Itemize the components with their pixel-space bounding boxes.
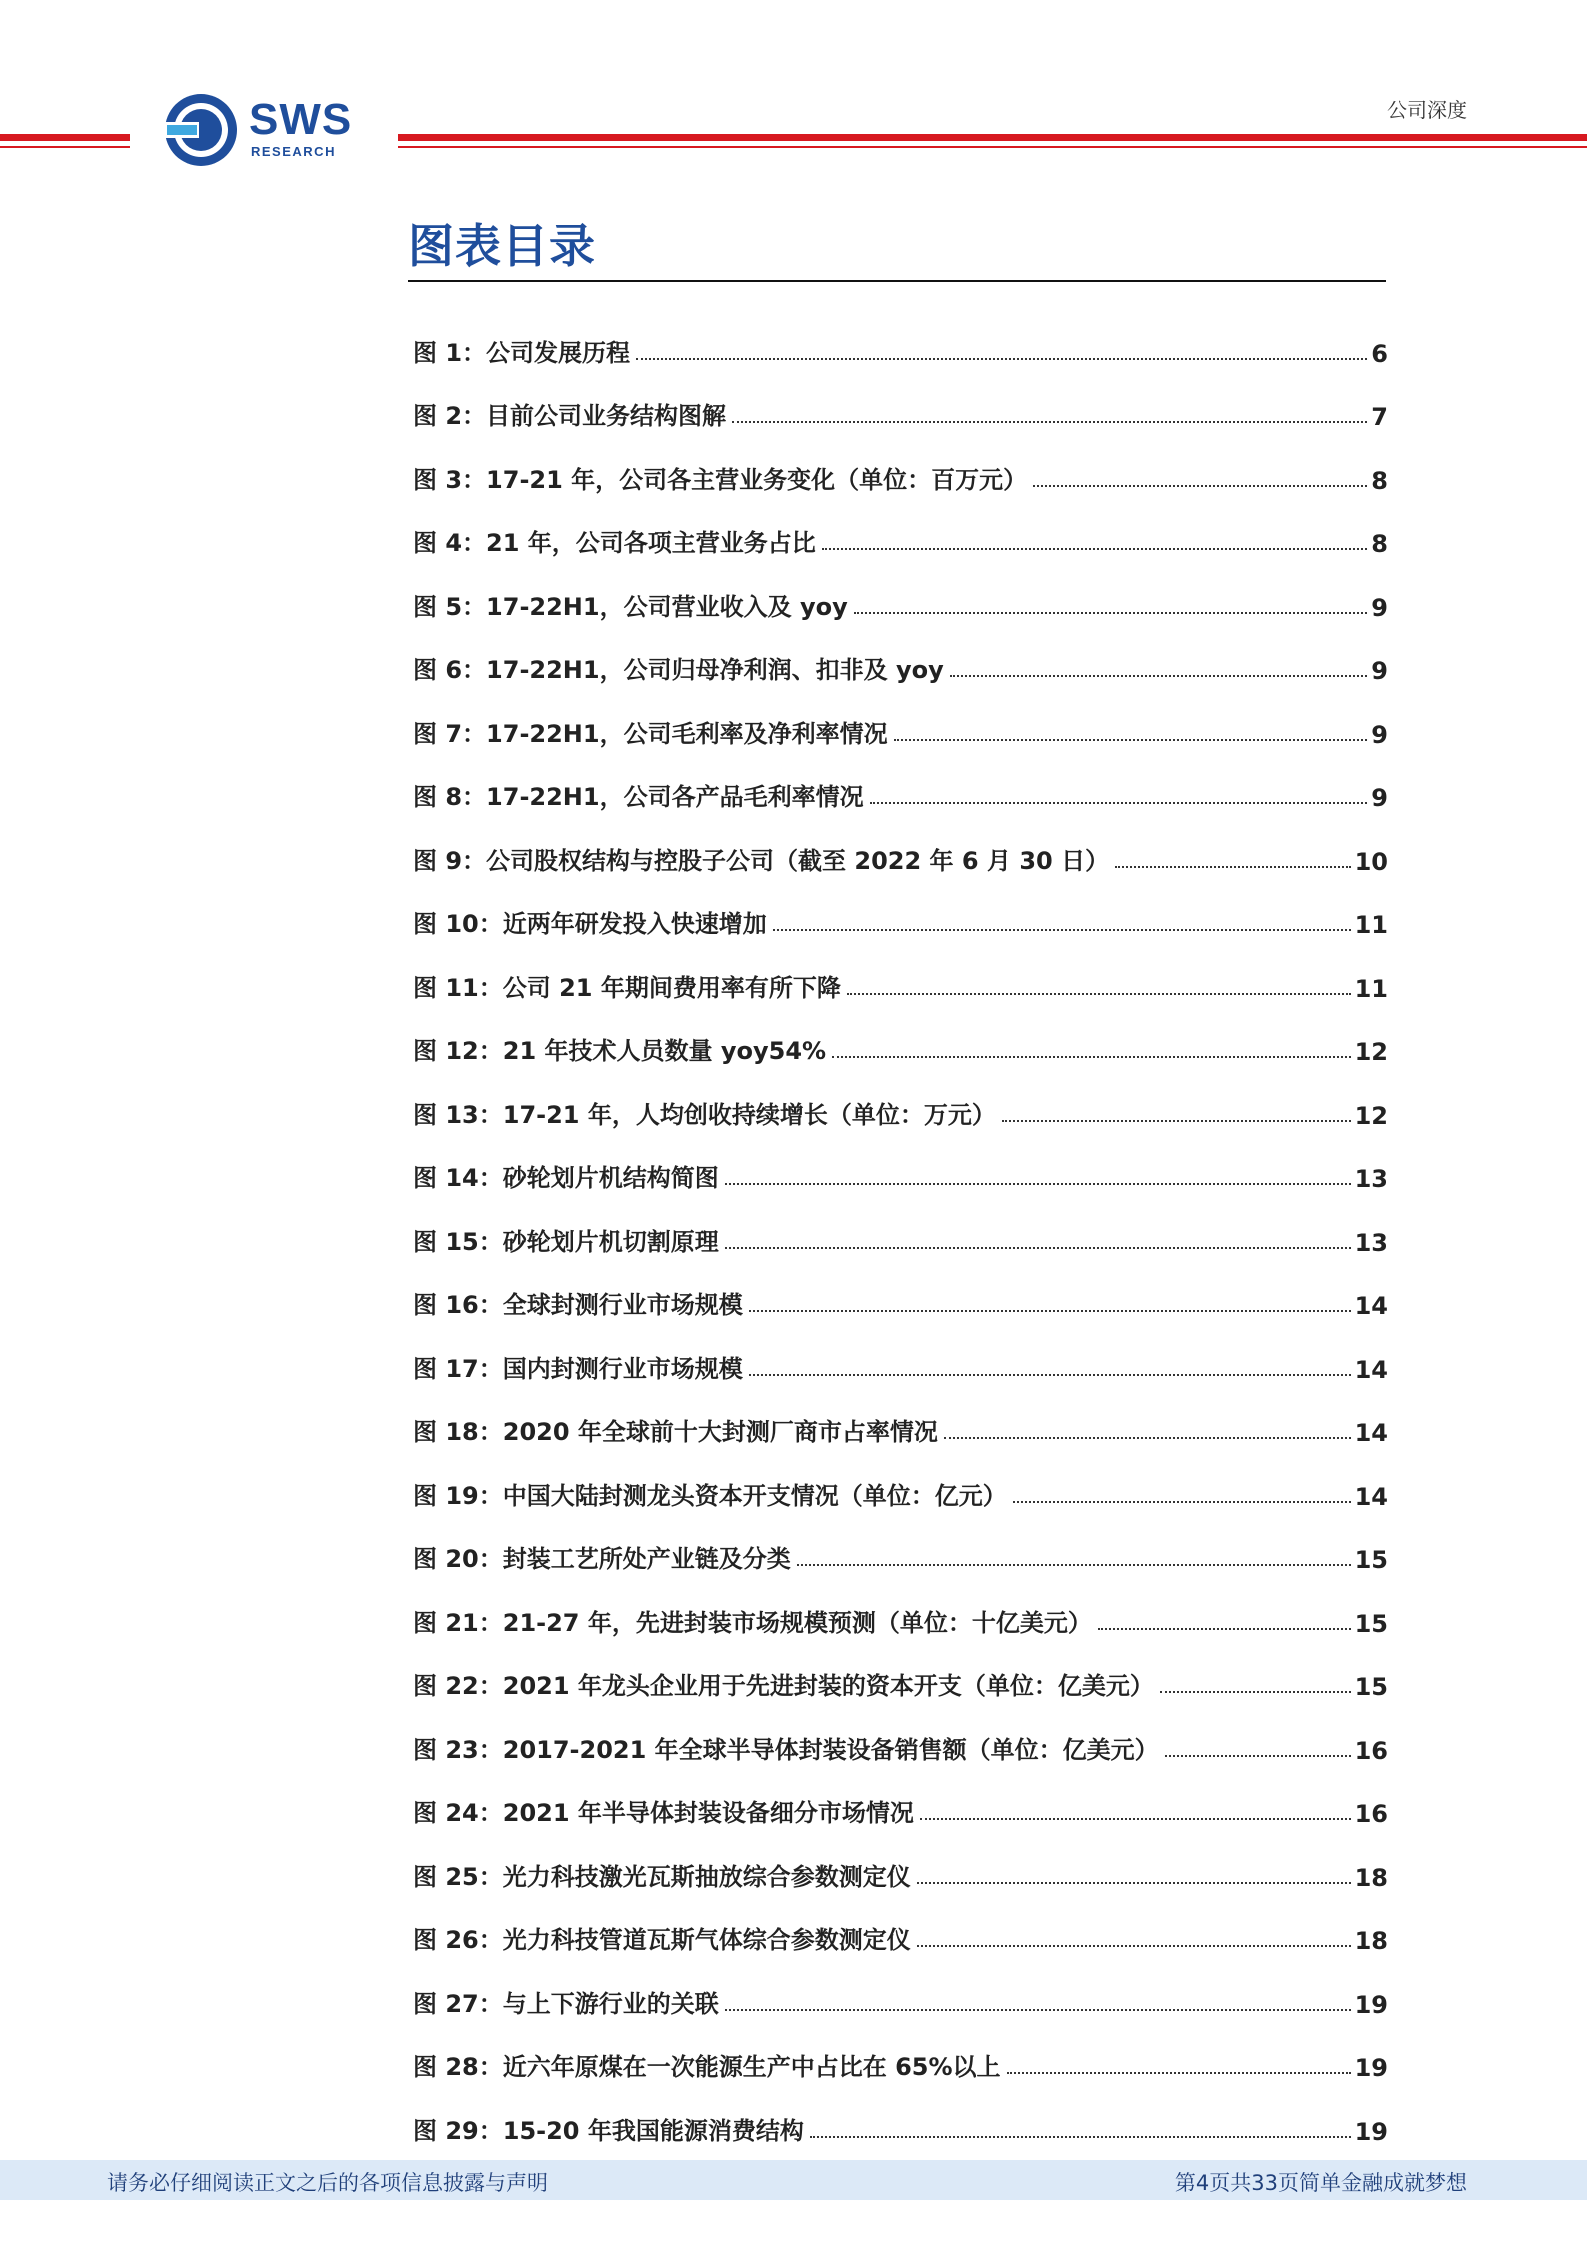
toc-leader-dots (950, 675, 1368, 677)
toc-entry-label: 图 20：封装工艺所处产业链及分类 (413, 1545, 791, 1573)
toc-entry[interactable] (413, 1701, 1388, 1765)
toc-entry-page: 14 (1354, 1482, 1388, 1511)
toc-entry-page: 7 (1371, 403, 1388, 431)
document-type: 公司深度 (1387, 98, 1467, 122)
toc-entry-label: 图 22：2021 年龙头企业用于先进封装的资本开支（单位：亿美元） (413, 1672, 1154, 1700)
toc-entry-label: 图 13：17-21 年，人均创收持续增长（单位：万元） (413, 1100, 996, 1129)
toc-entry-page: 19 (1354, 2117, 1388, 2146)
header-rule-right (398, 134, 1587, 148)
toc-entry-page: 13 (1354, 1228, 1388, 1257)
toc-leader-dots (725, 1183, 1351, 1185)
toc-entry-page: 9 (1371, 593, 1388, 622)
toc-entry[interactable] (413, 495, 1388, 559)
toc-entry-label: 图 16：全球封测行业市场规模 (413, 1291, 743, 1319)
toc-entry-page: 8 (1371, 466, 1388, 495)
toc-leader-dots (1002, 1120, 1351, 1122)
toc-entry-page: 9 (1371, 720, 1388, 749)
toc-leader-dots (1098, 1628, 1351, 1630)
toc-entry-label: 图 23：2017-2021 年全球半导体封装设备销售额（单位：亿美元） (413, 1735, 1159, 1764)
toc-entry-label: 图 3：17-21 年，公司各主营业务变化（单位：百万元） (413, 465, 1028, 494)
toc-entry-label: 图 21：21-27 年，先进封装市场规模预测（单位：十亿美元） (413, 1608, 1092, 1637)
footer-disclaimer: 请务必仔细阅读正文之后的各项信息披露与声明 (107, 2171, 548, 2195)
toc-entry[interactable] (413, 1066, 1388, 1130)
toc-entry[interactable] (413, 1574, 1388, 1638)
toc-entry[interactable] (413, 1003, 1388, 1067)
toc-entry-page: 15 (1354, 1673, 1388, 1701)
toc-entry[interactable] (413, 939, 1388, 1003)
toc-entry[interactable] (413, 1257, 1388, 1321)
toc-leader-dots (854, 612, 1368, 614)
toc-entry[interactable] (413, 431, 1388, 495)
toc-entry[interactable] (413, 622, 1388, 686)
toc-entry[interactable] (413, 558, 1388, 622)
toc-entry-label: 图 7：17-22H1，公司毛利率及净利率情况 (413, 719, 888, 748)
toc-entry-page: 8 (1371, 530, 1388, 558)
toc-entry-page: 16 (1354, 1736, 1388, 1765)
toc-entry-label: 图 18：2020 年全球前十大封测厂商市占率情况 (413, 1418, 938, 1446)
header-rule-left (0, 134, 130, 148)
toc-entry-page: 11 (1354, 974, 1388, 1003)
toc-entry-label: 图 8：17-22H1，公司各产品毛利率情况 (413, 783, 864, 811)
toc-entry[interactable] (413, 812, 1388, 876)
toc-entry[interactable] (413, 1955, 1388, 2019)
toc-entry[interactable] (413, 1384, 1388, 1448)
toc-entry-label: 图 14：砂轮划片机结构简图 (413, 1164, 719, 1192)
sws-logo-icon (163, 92, 239, 168)
toc-entry[interactable] (413, 1511, 1388, 1575)
toc-entry[interactable] (413, 2019, 1388, 2083)
toc-entry-page: 19 (1354, 2054, 1388, 2082)
toc-entry-label: 图 9：公司股权结构与控股子公司（截至 2022 年 6 月 30 日） (413, 846, 1110, 875)
toc-leader-dots (1033, 485, 1367, 487)
page-title: 图表目录 (408, 219, 596, 273)
toc-entry-page: 14 (1354, 1292, 1388, 1320)
toc-entry-page: 18 (1354, 1863, 1388, 1892)
toc-entry[interactable] (413, 1320, 1388, 1384)
toc-entry[interactable] (413, 685, 1388, 749)
toc-leader-dots (725, 1247, 1351, 1249)
toc-entry-page: 12 (1354, 1101, 1388, 1130)
toc-entry[interactable] (413, 2082, 1388, 2146)
toc-leader-dots (1160, 1691, 1351, 1693)
toc-entry-page: 9 (1371, 657, 1388, 685)
toc-entry-page: 9 (1371, 784, 1388, 812)
toc-entry-page: 6 (1371, 339, 1388, 368)
toc-entry-page: 12 (1354, 1038, 1388, 1066)
toc-entry-page: 16 (1354, 1800, 1388, 1828)
toc-leader-dots (822, 548, 1367, 550)
toc-entry-page: 11 (1354, 911, 1388, 939)
toc-leader-dots (1115, 866, 1351, 868)
toc-leader-dots (894, 739, 1368, 741)
toc-entry-label: 图 15：砂轮划片机切割原理 (413, 1227, 719, 1256)
brand-logo (163, 88, 363, 168)
toc-leader-dots (832, 1056, 1351, 1058)
toc-entry-label: 图 26：光力科技管道瓦斯气体综合参数测定仪 (413, 1926, 911, 1954)
figure-index-list (413, 304, 1388, 2146)
toc-entry-page: 18 (1354, 1927, 1388, 1955)
toc-leader-dots (917, 1945, 1351, 1947)
toc-entry-label: 图 27：与上下游行业的关联 (413, 1989, 719, 2018)
toc-entry-label: 图 1：公司发展历程 (413, 338, 631, 367)
toc-entry[interactable] (413, 1892, 1388, 1956)
toc-entry-label: 图 28：近六年原煤在一次能源生产中占比在 65%以上 (413, 2053, 1001, 2081)
toc-entry-page: 19 (1354, 1990, 1388, 2019)
toc-leader-dots (1165, 1755, 1351, 1757)
toc-entry[interactable] (413, 876, 1388, 940)
toc-entry-page: 13 (1354, 1165, 1388, 1193)
toc-leader-dots (810, 2136, 1351, 2138)
toc-entry[interactable] (413, 368, 1388, 432)
toc-entry-label: 图 2：目前公司业务结构图解 (413, 402, 727, 430)
toc-entry-label: 图 6：17-22H1，公司归母净利润、扣非及 yoy (413, 656, 944, 684)
toc-entry[interactable] (413, 1447, 1388, 1511)
toc-leader-dots (732, 421, 1367, 423)
toc-entry-label: 图 29：15-20 年我国能源消费结构 (413, 2116, 804, 2145)
toc-entry-label: 图 17：国内封测行业市场规模 (413, 1354, 743, 1383)
toc-entry[interactable] (413, 1638, 1388, 1702)
toc-leader-dots (944, 1437, 1351, 1439)
logo-subtitle: RESEARCH (251, 144, 336, 159)
toc-entry[interactable] (413, 1193, 1388, 1257)
toc-entry[interactable] (413, 1130, 1388, 1194)
toc-entry-page: 15 (1354, 1609, 1388, 1638)
logo-wordmark: SWS (249, 95, 353, 144)
title-divider (408, 280, 1386, 282)
toc-entry[interactable] (413, 1765, 1388, 1829)
toc-leader-dots (797, 1564, 1351, 1566)
toc-entry-label: 图 19：中国大陆封测龙头资本开支情况（单位：亿元） (413, 1481, 1007, 1510)
toc-leader-dots (917, 1882, 1351, 1884)
toc-entry-page: 14 (1354, 1355, 1388, 1384)
toc-leader-dots (1007, 2072, 1351, 2074)
toc-leader-dots (847, 993, 1351, 995)
toc-entry[interactable] (413, 749, 1388, 813)
toc-leader-dots (636, 358, 1367, 360)
toc-entry-page: 10 (1354, 847, 1388, 876)
toc-entry[interactable] (413, 1828, 1388, 1892)
toc-entry-label: 图 4：21 年，公司各项主营业务占比 (413, 529, 816, 557)
toc-leader-dots (749, 1374, 1351, 1376)
toc-entry-label: 图 10：近两年研发投入快速增加 (413, 910, 767, 938)
footer-page-info: 第4页共33页简单金融成就梦想 (1174, 2171, 1467, 2195)
toc-leader-dots (1013, 1501, 1351, 1503)
toc-entry-page: 14 (1354, 1419, 1388, 1447)
toc-entry-page: 15 (1354, 1546, 1388, 1574)
toc-leader-dots (749, 1310, 1351, 1312)
toc-leader-dots (920, 1818, 1351, 1820)
toc-leader-dots (773, 929, 1351, 931)
toc-entry-label: 图 12：21 年技术人员数量 yoy54% (413, 1037, 827, 1065)
toc-leader-dots (725, 2009, 1351, 2011)
toc-entry-label: 图 24：2021 年半导体封装设备细分市场情况 (413, 1799, 914, 1827)
toc-entry[interactable] (413, 304, 1388, 368)
toc-leader-dots (870, 802, 1368, 804)
toc-entry-label: 图 11：公司 21 年期间费用率有所下降 (413, 973, 841, 1002)
toc-entry-label: 图 25：光力科技激光瓦斯抽放综合参数测定仪 (413, 1862, 911, 1891)
toc-entry-label: 图 5：17-22H1，公司营业收入及 yoy (413, 592, 848, 621)
